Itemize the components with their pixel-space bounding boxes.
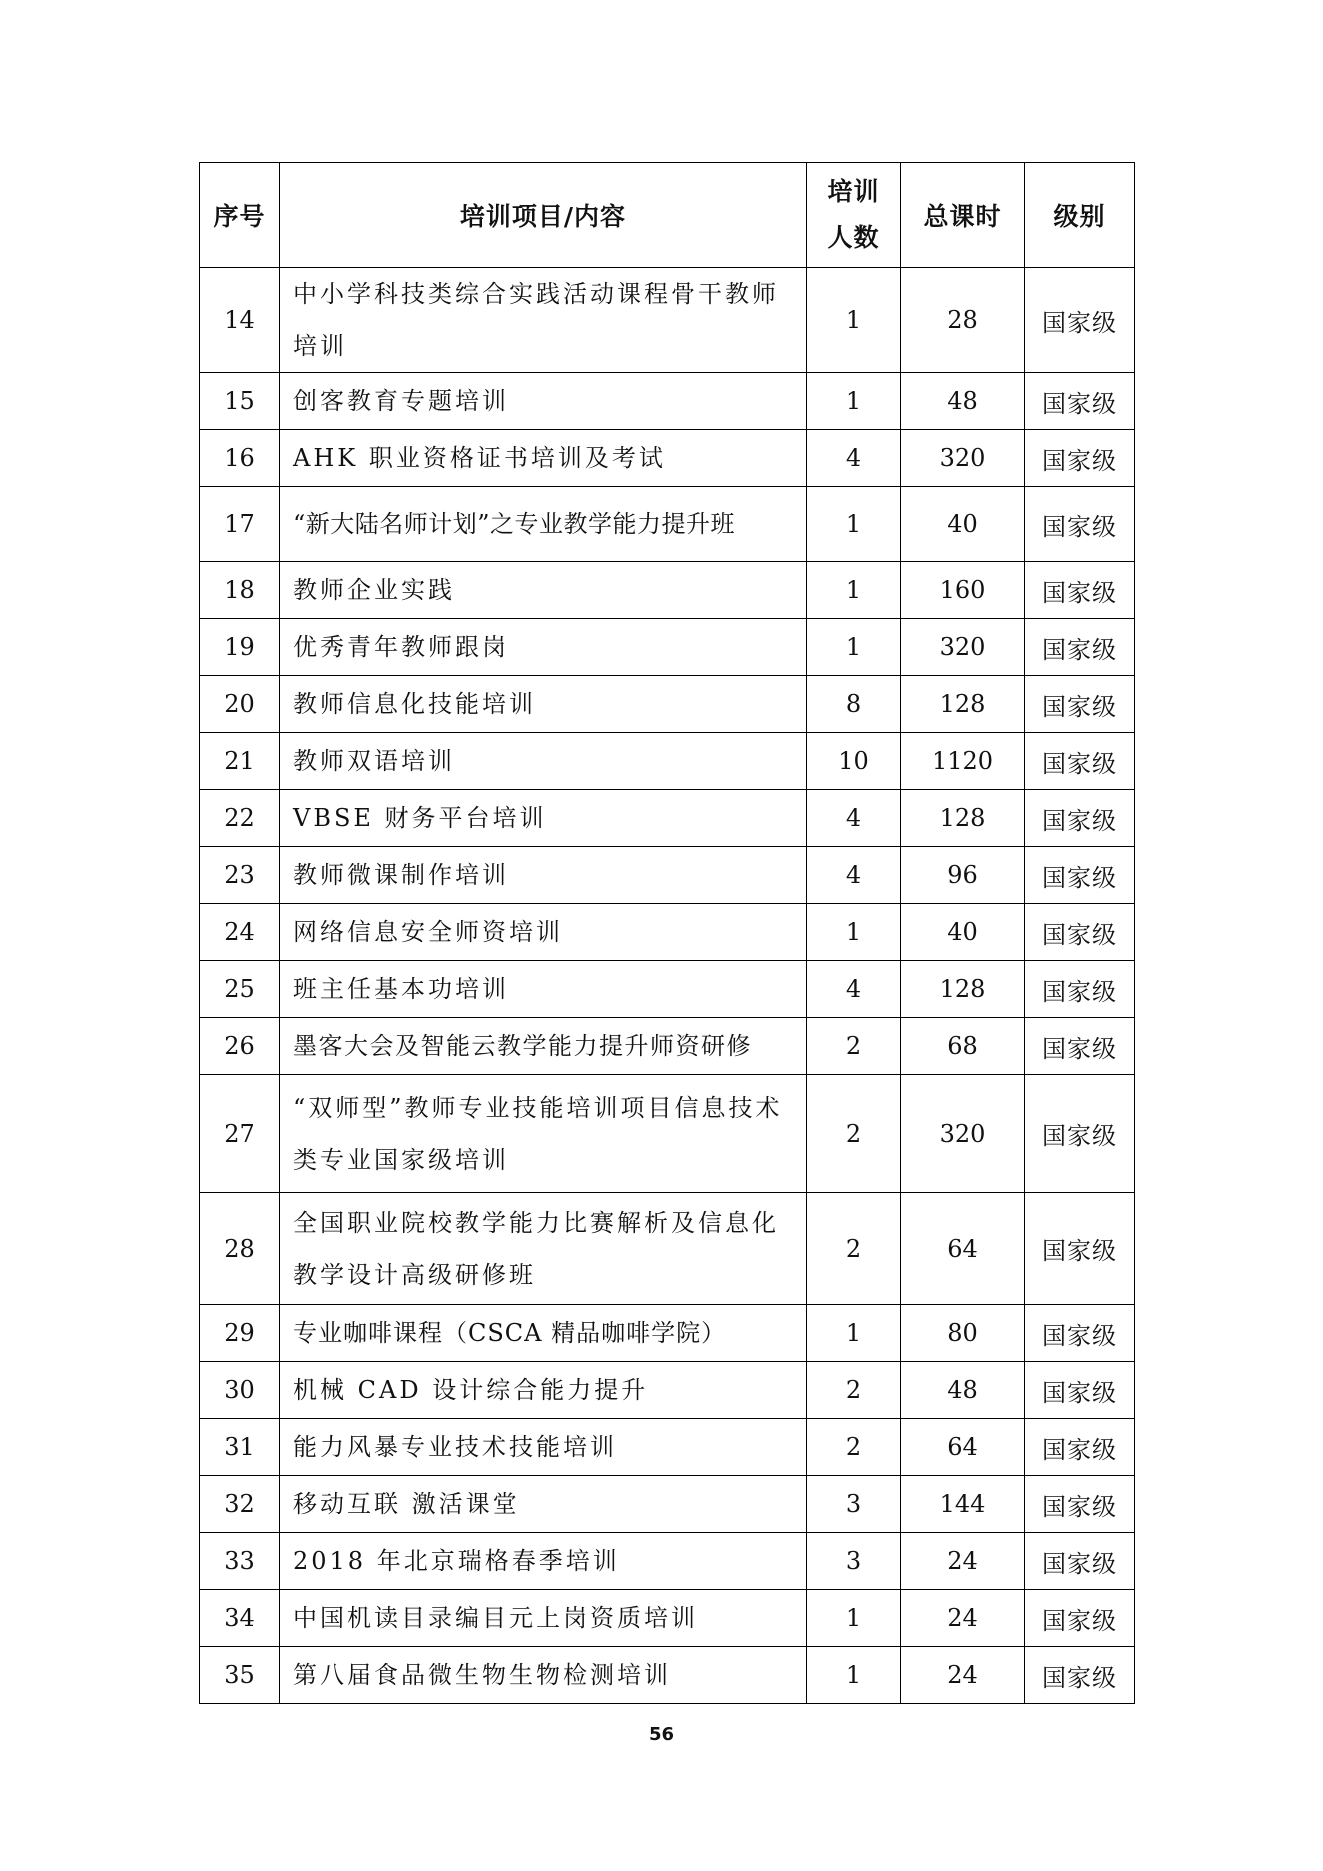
- row-item: 教师信息化技能培训: [280, 676, 807, 733]
- row-people: 2: [807, 1362, 901, 1419]
- row-people: 1: [807, 268, 901, 373]
- table-row: [200, 1193, 1135, 1305]
- row-hours: 96: [901, 847, 1025, 904]
- table-row: [200, 1590, 1135, 1647]
- row-num: 22: [200, 790, 280, 847]
- row-people: 2: [807, 1193, 901, 1305]
- row-people: 4: [807, 790, 901, 847]
- row-hours: 128: [901, 961, 1025, 1018]
- row-item: “双师型”教师专业技能培训项目信息技术类专业国家级培训: [280, 1075, 807, 1193]
- row-num: 20: [200, 676, 280, 733]
- row-hours: 24: [901, 1590, 1025, 1647]
- row-num: 16: [200, 430, 280, 487]
- row-level: 国家级: [1025, 1647, 1135, 1704]
- row-num: 14: [200, 268, 280, 373]
- row-num: 21: [200, 733, 280, 790]
- row-num: 33: [200, 1533, 280, 1590]
- row-hours: 64: [901, 1419, 1025, 1476]
- row-level: 国家级: [1025, 904, 1135, 961]
- table-row: [200, 430, 1135, 487]
- row-people: 2: [807, 1018, 901, 1075]
- row-item: 教师企业实践: [280, 562, 807, 619]
- table-row: [200, 487, 1135, 562]
- row-people: 1: [807, 1647, 901, 1704]
- row-num: 31: [200, 1419, 280, 1476]
- row-level: 国家级: [1025, 1193, 1135, 1305]
- row-hours: 24: [901, 1647, 1025, 1704]
- row-num: 32: [200, 1476, 280, 1533]
- row-item: 教师微课制作培训: [280, 847, 807, 904]
- row-level: 国家级: [1025, 1305, 1135, 1362]
- row-level: 国家级: [1025, 619, 1135, 676]
- row-level: 国家级: [1025, 733, 1135, 790]
- row-item: 网络信息安全师资培训: [280, 904, 807, 961]
- row-people: 1: [807, 1590, 901, 1647]
- row-level: 国家级: [1025, 562, 1135, 619]
- row-item: 班主任基本功培训: [280, 961, 807, 1018]
- table-row: [200, 1419, 1135, 1476]
- row-hours: 64: [901, 1193, 1025, 1305]
- table-row: [200, 961, 1135, 1018]
- header-item: 培训项目/内容: [280, 163, 807, 268]
- row-num: 25: [200, 961, 280, 1018]
- row-item: 能力风暴专业技术技能培训: [280, 1419, 807, 1476]
- row-num: 18: [200, 562, 280, 619]
- row-people: 1: [807, 487, 901, 562]
- row-hours: 144: [901, 1476, 1025, 1533]
- row-num: 23: [200, 847, 280, 904]
- row-level: 国家级: [1025, 1362, 1135, 1419]
- row-item: 中国机读目录编目元上岗资质培训: [280, 1590, 807, 1647]
- header-num: 序号: [200, 163, 280, 268]
- row-num: 17: [200, 487, 280, 562]
- row-num: 35: [200, 1647, 280, 1704]
- row-hours: 24: [901, 1533, 1025, 1590]
- row-level: 国家级: [1025, 1075, 1135, 1193]
- row-level: 国家级: [1025, 487, 1135, 562]
- row-level: 国家级: [1025, 373, 1135, 430]
- row-hours: 320: [901, 430, 1025, 487]
- row-item: 2018 年北京瑞格春季培训: [280, 1533, 807, 1590]
- row-people: 1: [807, 1305, 901, 1362]
- table-row: [200, 790, 1135, 847]
- row-hours: 28: [901, 268, 1025, 373]
- row-people: 3: [807, 1533, 901, 1590]
- table-row: [200, 733, 1135, 790]
- row-people: 4: [807, 430, 901, 487]
- row-level: 国家级: [1025, 961, 1135, 1018]
- row-people: 1: [807, 562, 901, 619]
- table-row: [200, 676, 1135, 733]
- table-row: [200, 847, 1135, 904]
- row-hours: 40: [901, 487, 1025, 562]
- row-people: 3: [807, 1476, 901, 1533]
- row-people: 2: [807, 1075, 901, 1193]
- row-item: “新大陆名师计划”之专业教学能力提升班: [280, 487, 807, 562]
- row-item: 中小学科技类综合实践活动课程骨干教师培训: [280, 268, 807, 373]
- row-level: 国家级: [1025, 1533, 1135, 1590]
- row-hours: 320: [901, 619, 1025, 676]
- row-num: 24: [200, 904, 280, 961]
- row-people: 10: [807, 733, 901, 790]
- row-hours: 128: [901, 676, 1025, 733]
- row-people: 8: [807, 676, 901, 733]
- table-row: [200, 1018, 1135, 1075]
- row-item: AHK 职业资格证书培训及考试: [280, 430, 807, 487]
- row-level: 国家级: [1025, 430, 1135, 487]
- training-table: [199, 162, 1135, 1704]
- row-hours: 40: [901, 904, 1025, 961]
- row-people: 1: [807, 619, 901, 676]
- table-row: [200, 1075, 1135, 1193]
- row-num: 30: [200, 1362, 280, 1419]
- table-row: [200, 1647, 1135, 1704]
- table-row: [200, 1305, 1135, 1362]
- row-item: 专业咖啡课程（CSCA 精品咖啡学院）: [280, 1305, 807, 1362]
- header-level: 级别: [1025, 163, 1135, 268]
- row-level: 国家级: [1025, 790, 1135, 847]
- row-hours: 1120: [901, 733, 1025, 790]
- page-number: 56: [648, 1724, 675, 1745]
- row-level: 国家级: [1025, 847, 1135, 904]
- row-level: 国家级: [1025, 676, 1135, 733]
- row-hours: 48: [901, 1362, 1025, 1419]
- table-row: [200, 268, 1135, 373]
- table-row: [200, 1362, 1135, 1419]
- row-item: 教师双语培训: [280, 733, 807, 790]
- table-row: [200, 373, 1135, 430]
- table-row: [200, 1533, 1135, 1590]
- header-hours: 总课时: [901, 163, 1025, 268]
- row-people: 1: [807, 904, 901, 961]
- table-row: [200, 619, 1135, 676]
- row-item: 墨客大会及智能云教学能力提升师资研修: [280, 1018, 807, 1075]
- row-people: 4: [807, 961, 901, 1018]
- row-hours: 80: [901, 1305, 1025, 1362]
- row-hours: 128: [901, 790, 1025, 847]
- row-level: 国家级: [1025, 1476, 1135, 1533]
- row-item: 机械 CAD 设计综合能力提升: [280, 1362, 807, 1419]
- header-people: [807, 163, 901, 268]
- row-item: 优秀青年教师跟岗: [280, 619, 807, 676]
- header-people-line1: 培训: [827, 177, 880, 206]
- row-num: 34: [200, 1590, 280, 1647]
- row-item: 第八届食品微生物生物检测培训: [280, 1647, 807, 1704]
- row-level: 国家级: [1025, 1590, 1135, 1647]
- row-level: 国家级: [1025, 1018, 1135, 1075]
- row-hours: 68: [901, 1018, 1025, 1075]
- row-num: 26: [200, 1018, 280, 1075]
- row-num: 29: [200, 1305, 280, 1362]
- row-people: 2: [807, 1419, 901, 1476]
- row-level: 国家级: [1025, 268, 1135, 373]
- row-hours: 48: [901, 373, 1025, 430]
- header-people-line2: 人数: [827, 223, 880, 252]
- row-hours: 320: [901, 1075, 1025, 1193]
- row-item: 全国职业院校教学能力比赛解析及信息化教学设计高级研修班: [280, 1193, 807, 1305]
- row-num: 28: [200, 1193, 280, 1305]
- row-item: VBSE 财务平台培训: [280, 790, 807, 847]
- row-num: 15: [200, 373, 280, 430]
- row-num: 27: [200, 1075, 280, 1193]
- table-row: [200, 562, 1135, 619]
- table-header-row: [200, 163, 1135, 268]
- row-item: 创客教育专题培训: [280, 373, 807, 430]
- row-item: 移动互联 激活课堂: [280, 1476, 807, 1533]
- row-people: 4: [807, 847, 901, 904]
- table-row: [200, 904, 1135, 961]
- table-row: [200, 1476, 1135, 1533]
- row-people: 1: [807, 373, 901, 430]
- row-level: 国家级: [1025, 1419, 1135, 1476]
- row-hours: 160: [901, 562, 1025, 619]
- row-num: 19: [200, 619, 280, 676]
